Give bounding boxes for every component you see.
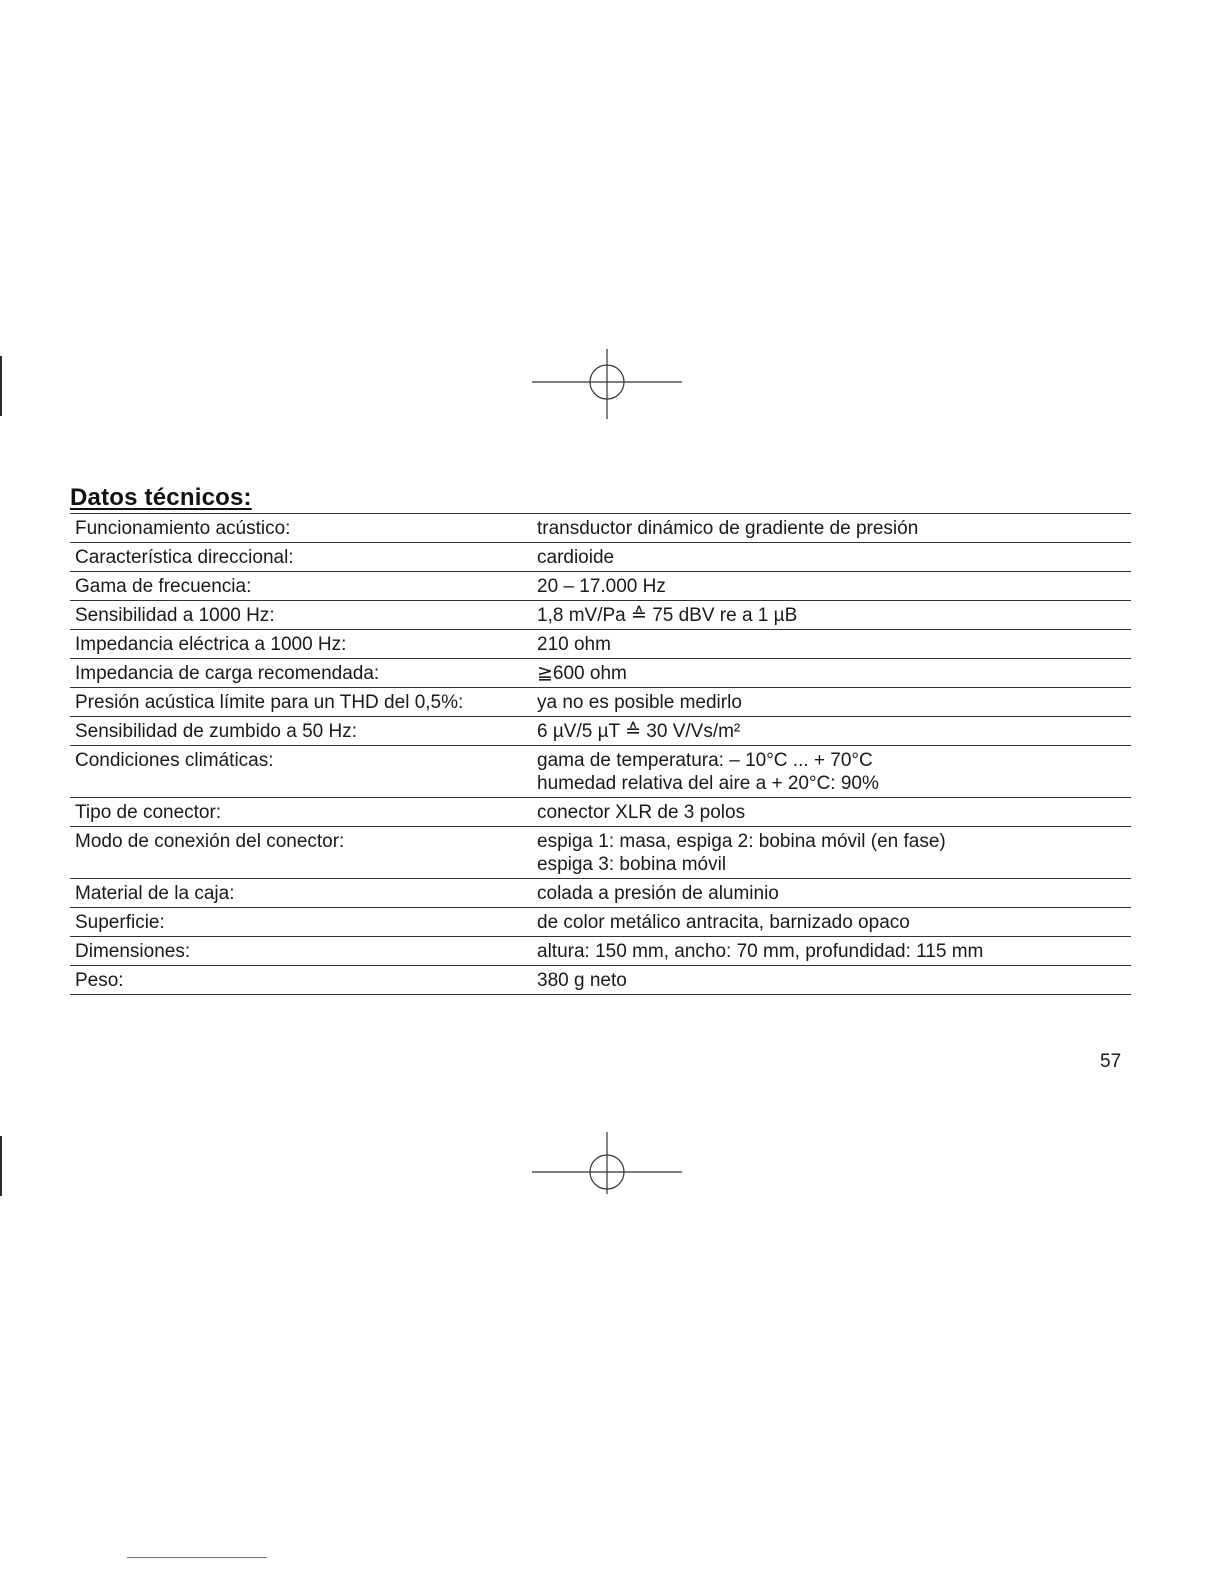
spec-label: Impedancia eléctrica a 1000 Hz: bbox=[75, 634, 347, 655]
spec-value bbox=[537, 546, 1131, 569]
spec-value-line: ya no es posible medirlo bbox=[537, 692, 742, 713]
spec-row bbox=[70, 630, 1131, 659]
spec-value-line: altura: 150 mm, ancho: 70 mm, profundidad: 115 mm bbox=[537, 941, 984, 962]
spec-row bbox=[70, 543, 1131, 572]
registration-mark-top bbox=[532, 349, 682, 419]
spec-row bbox=[70, 514, 1131, 543]
spec-value bbox=[537, 969, 1131, 992]
spec-value-line: 20 – 17.000 Hz bbox=[537, 576, 666, 597]
spec-value-line: colada a presión de aluminio bbox=[537, 883, 779, 904]
spec-row bbox=[70, 717, 1131, 746]
spec-row bbox=[70, 827, 1131, 879]
spec-row bbox=[70, 966, 1131, 995]
spec-value-line: 380 g neto bbox=[537, 970, 627, 991]
spec-value-line: 1,8 mV/Pa ≙ 75 dBV re a 1 µB bbox=[537, 605, 798, 626]
spec-label: Sensibilidad de zumbido a 50 Hz: bbox=[75, 721, 358, 742]
spec-value bbox=[537, 801, 1131, 824]
spec-value-line: cardioide bbox=[537, 547, 615, 568]
spec-row bbox=[70, 746, 1131, 798]
spec-label: Condiciones climáticas: bbox=[75, 750, 274, 771]
spec-value bbox=[537, 662, 1131, 685]
spec-value-line: conector XLR de 3 polos bbox=[537, 802, 746, 823]
spec-value bbox=[537, 604, 1131, 627]
spec-value bbox=[537, 517, 1131, 540]
spec-label: Sensibilidad a 1000 Hz: bbox=[75, 605, 275, 626]
spec-value-line: espiga 1: masa, espiga 2: bobina móvil (en fase) bbox=[537, 831, 946, 852]
spec-value bbox=[537, 882, 1131, 905]
spec-value-line: gama de temperatura: – 10°C ... + 70°C bbox=[537, 750, 873, 771]
spec-value bbox=[537, 691, 1131, 714]
spec-row bbox=[70, 688, 1131, 717]
spec-label: Peso: bbox=[75, 970, 124, 991]
page-title: Datos técnicos: bbox=[70, 484, 252, 511]
spec-label: Funcionamiento acústico: bbox=[75, 518, 291, 539]
spec-value bbox=[537, 830, 1131, 876]
registration-mark-bottom bbox=[532, 1132, 682, 1202]
spec-label: Impedancia de carga recomendada: bbox=[75, 663, 380, 684]
spec-label: Modo de conexión del conector: bbox=[75, 831, 345, 852]
spec-row bbox=[70, 937, 1131, 966]
spec-value bbox=[537, 749, 1131, 795]
spec-value-line: humedad relativa del aire a + 20°C: 90% bbox=[537, 773, 879, 794]
specs-table bbox=[70, 513, 1131, 995]
page-number: 57 bbox=[1100, 1051, 1122, 1072]
spec-value bbox=[537, 940, 1131, 963]
spec-value-line: transductor dinámico de gradiente de presión bbox=[537, 518, 919, 539]
spec-label: Gama de frecuencia: bbox=[75, 576, 252, 597]
spec-value-line: espiga 3: bobina móvil bbox=[537, 854, 727, 875]
spec-label: Dimensiones: bbox=[75, 941, 191, 962]
spec-label: Presión acústica límite para un THD del 0,5%: bbox=[75, 692, 464, 713]
spec-value bbox=[537, 575, 1131, 598]
spec-row bbox=[70, 879, 1131, 908]
spec-value bbox=[537, 720, 1131, 743]
spec-label: Superficie: bbox=[75, 912, 165, 933]
spec-label: Característica direccional: bbox=[75, 547, 294, 568]
spec-value bbox=[537, 633, 1131, 656]
spec-row bbox=[70, 572, 1131, 601]
spec-row bbox=[70, 798, 1131, 827]
crop-mark-left-bottom bbox=[0, 1136, 2, 1196]
spec-row bbox=[70, 659, 1131, 688]
spec-label: Tipo de conector: bbox=[75, 802, 222, 823]
crop-mark-left-top bbox=[0, 356, 2, 416]
footer-rule bbox=[127, 1557, 267, 1558]
spec-label: Material de la caja: bbox=[75, 883, 235, 904]
spec-value-line: 210 ohm bbox=[537, 634, 611, 655]
spec-value-line: ≧600 ohm bbox=[537, 663, 627, 684]
spec-value bbox=[537, 911, 1131, 934]
spec-value-line: 6 µV/5 µT ≙ 30 V/Vs/m² bbox=[537, 721, 741, 742]
spec-row bbox=[70, 601, 1131, 630]
spec-row bbox=[70, 908, 1131, 937]
spec-value-line: de color metálico antracita, barnizado opaco bbox=[537, 912, 910, 933]
